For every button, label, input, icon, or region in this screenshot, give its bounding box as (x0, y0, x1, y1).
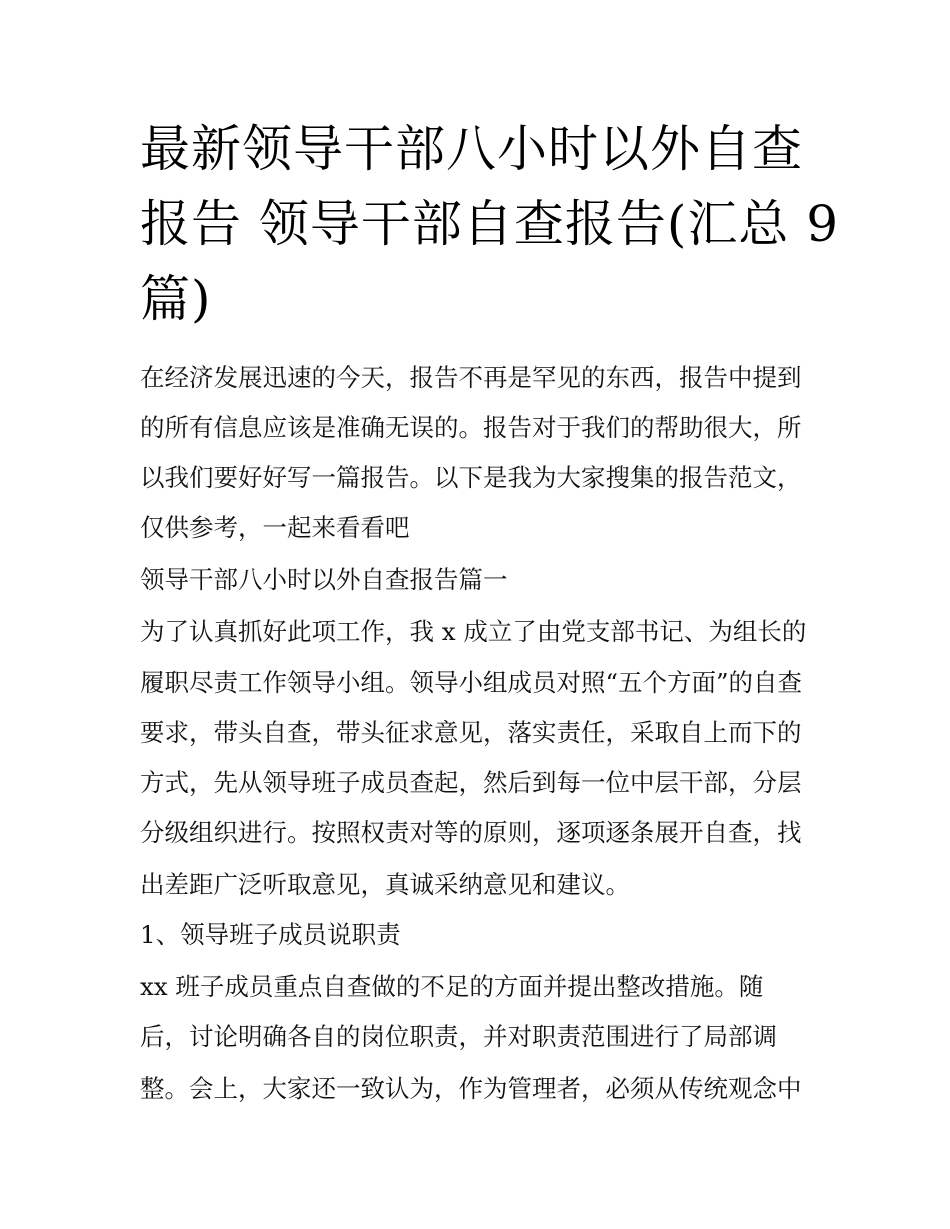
body-line-4: 仅供参考，一起来看看吧 (140, 513, 410, 542)
title-line-2: 报告 领导干部自查报告(汇总 9 (140, 195, 840, 253)
body-line-6: 为了认真抓好此项工作，我 x 成立了由党支部书记、为组长的 (140, 617, 807, 646)
body-line-13: xx 班子成员重点自查做的不足的方面并提出整改措施。随 (140, 972, 764, 1001)
body-line-2: 的所有信息应该是准确无误的。报告对于我们的帮助很大，所 (140, 413, 802, 442)
body-line-3: 以我们要好好写一篇报告。以下是我为大家搜集的报告范文， (140, 463, 802, 492)
body-line-8: 要求，带头自查，带头征求意见，落实责任，采取自上而下的 (140, 718, 802, 747)
section-heading-1: 领导干部八小时以外自查报告篇一 (140, 565, 508, 594)
body-line-9: 方式，先从领导班子成员查起，然后到每一位中层干部，分层 (140, 768, 802, 797)
body-line-14: 后，讨论明确各自的岗位职责，并对职责范围进行了局部调 (140, 1022, 777, 1051)
body-line-11: 出差距广泛听取意见，真诚采纳意见和建议。 (140, 870, 630, 899)
document-title (140, 112, 840, 337)
body-line-15: 整。会上，大家还一致认为，作为管理者，必须从传统观念中 (140, 1074, 802, 1103)
subheading-1: 1、领导班子成员说职责 (140, 920, 401, 949)
body-line-1: 在经济发展迅速的今天，报告不再是罕见的东西，报告中提到 (140, 363, 802, 392)
body-line-7: 履职尽责工作领导小组。领导小组成员对照“五个方面”的自查 (140, 668, 803, 697)
body-line-10: 分级组织进行。按照权责对等的原则，逐项逐条展开自查，找 (140, 818, 802, 847)
title-line-1: 最新领导干部八小时以外自查 (140, 120, 803, 178)
title-line-3: 篇) (140, 270, 212, 328)
